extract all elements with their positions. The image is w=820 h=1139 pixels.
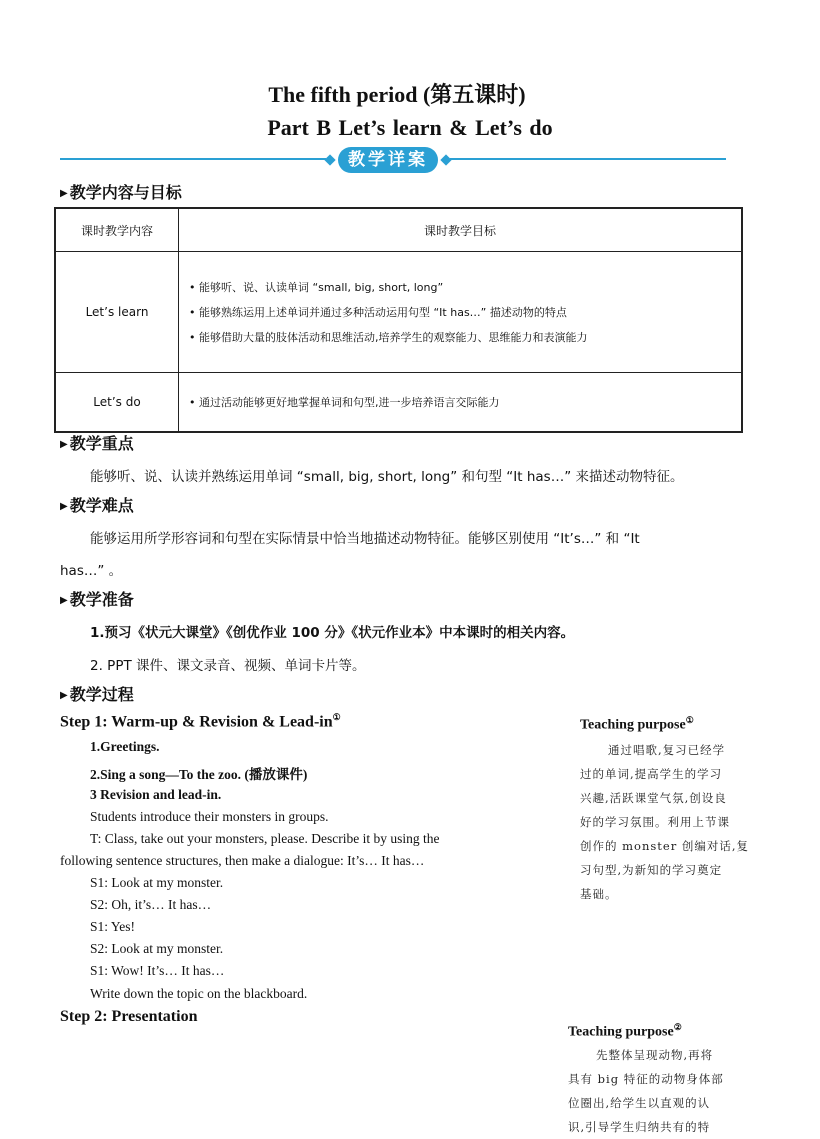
- section-heading-text: 教学重点: [69, 434, 134, 453]
- goal-item: • 能够熟练运用上述单词并通过多种活动运用句型 “It has…” 描述动物的特点: [189, 305, 567, 319]
- step1-line: 3 Revision and lead-in.: [90, 787, 222, 802]
- step1-title-text: Step 1: Warm-up & Revision & Lead-in: [60, 713, 333, 731]
- table-cell-content: Let’s learn: [55, 252, 179, 373]
- section-heading-text: 教学过程: [69, 685, 134, 704]
- table-row: [55, 252, 742, 373]
- section-heading-text: 教学内容与目标: [69, 183, 182, 202]
- triangle-icon: ▶: [60, 188, 68, 199]
- diamond-icon: [440, 154, 451, 165]
- step1-line: Students introduce their monsters in groups.: [90, 809, 329, 824]
- note-line: 基础。: [580, 886, 618, 901]
- goal-item: • 能够借助大量的肢体活动和思维活动,培养学生的观察能力、思维能力和表演能力: [189, 330, 588, 344]
- note-line: 兴趣,活跃课堂气氛,创设良: [580, 790, 727, 805]
- note-heading: [568, 1022, 758, 1041]
- teaching-purpose-note: [580, 715, 760, 906]
- step1-line: S1: Wow! It’s… It has…: [90, 963, 225, 978]
- difficulties-text: 能够运用所学形容词和句型在实际情景中恰当地描述动物特征。能够区别使用 “It’s…” 和 “It: [90, 531, 640, 547]
- triangle-icon: ▶: [60, 439, 68, 450]
- section-heading-difficulties: [60, 493, 134, 516]
- page-title: The fifth period (第五课时): [268, 82, 526, 107]
- note-line: 创作的 monster 创编对话,复: [580, 838, 750, 853]
- note-line: 位圈出,给学生以直观的认: [568, 1095, 711, 1110]
- objectives-table: [54, 207, 743, 433]
- note-line: 先整体呈现动物,再将: [596, 1047, 714, 1062]
- diamond-icon: [324, 154, 335, 165]
- footnote-marker: ①: [332, 712, 341, 722]
- table-header-row: [55, 208, 742, 252]
- table-cell-goals: [179, 252, 743, 373]
- section-heading-text: 教学准备: [69, 590, 134, 609]
- note-heading-text: Teaching purpose: [568, 1024, 674, 1040]
- note-heading-text: Teaching purpose: [580, 717, 686, 733]
- difficulties-text-cont: has…” 。: [60, 563, 123, 579]
- note-line: 识,引导学生归纳共有的特: [568, 1119, 711, 1134]
- note-body: [580, 738, 760, 906]
- preparation-item: 2. PPT 课件、课文录音、视频、单词卡片等。: [90, 658, 366, 674]
- step1-line: 2.Sing a song—To the zoo. (播放课件): [90, 767, 308, 782]
- teaching-purpose-note: [568, 1022, 758, 1134]
- note-line: 好的学习氛围。利用上节课: [580, 814, 730, 829]
- table-header-cell: 课时教学目标: [179, 208, 743, 252]
- step1-line: S1: Look at my monster.: [90, 875, 224, 890]
- step1-line: following sentence structures, then make a dialogue: It’s… It has…: [60, 853, 425, 868]
- note-line: 通过唱歌,复习已经学: [608, 742, 726, 757]
- goal-item: • 通过活动能够更好地掌握单词和句型,进一步培养语言交际能力: [189, 395, 500, 409]
- preparation-item: 1.预习《状元大课堂》《创优作业 100 分》《状元作业本》中本课时的相关内容。: [90, 625, 575, 641]
- table-cell-goals: [179, 373, 743, 433]
- table-cell-content: Let’s do: [55, 373, 179, 433]
- step1-line: Write down the topic on the blackboard.: [90, 986, 308, 1001]
- section-banner: [326, 147, 450, 173]
- footnote-marker: ②: [673, 1022, 682, 1032]
- section-heading-content-goals: [60, 180, 182, 203]
- table-row: [55, 373, 742, 433]
- step1-line: 1.Greetings.: [90, 739, 160, 754]
- step1-line: S2: Oh, it’s… It has…: [90, 897, 212, 912]
- page-subtitle: Part B Let’s learn & Let’s do: [267, 115, 553, 140]
- section-heading-text: 教学难点: [69, 496, 134, 515]
- note-heading: [580, 715, 760, 734]
- key-points-text: 能够听、说、认读并熟练运用单词 “small, big, short, long” 和句型 “It has…” 来描述动物特征。: [90, 469, 684, 485]
- step1-line: S1: Yes!: [90, 919, 136, 934]
- step1-line: T: Class, take out your monsters, please. Describe it by using the: [90, 831, 440, 846]
- step1-title: [60, 712, 341, 731]
- section-heading-key-points: [60, 431, 134, 454]
- footnote-marker: ①: [685, 715, 694, 725]
- banner-label: 教学详案: [338, 147, 438, 173]
- note-line: 习句型,为新知的学习奠定: [580, 862, 723, 877]
- table-header-cell: 课时教学内容: [55, 208, 179, 252]
- triangle-icon: ▶: [60, 595, 68, 606]
- step2-title: Step 2: Presentation: [60, 1008, 198, 1025]
- section-heading-process: [60, 682, 134, 705]
- note-body: [568, 1043, 758, 1139]
- section-heading-preparation: [60, 587, 134, 610]
- triangle-icon: ▶: [60, 501, 68, 512]
- note-line: 过的单词,提高学生的学习: [580, 766, 723, 781]
- goal-item: • 能够听、说、认读单词 “small, big, short, long”: [189, 280, 444, 294]
- triangle-icon: ▶: [60, 690, 68, 701]
- step1-line: S2: Look at my monster.: [90, 941, 224, 956]
- note-line: 具有 big 特征的动物身体部: [568, 1071, 724, 1086]
